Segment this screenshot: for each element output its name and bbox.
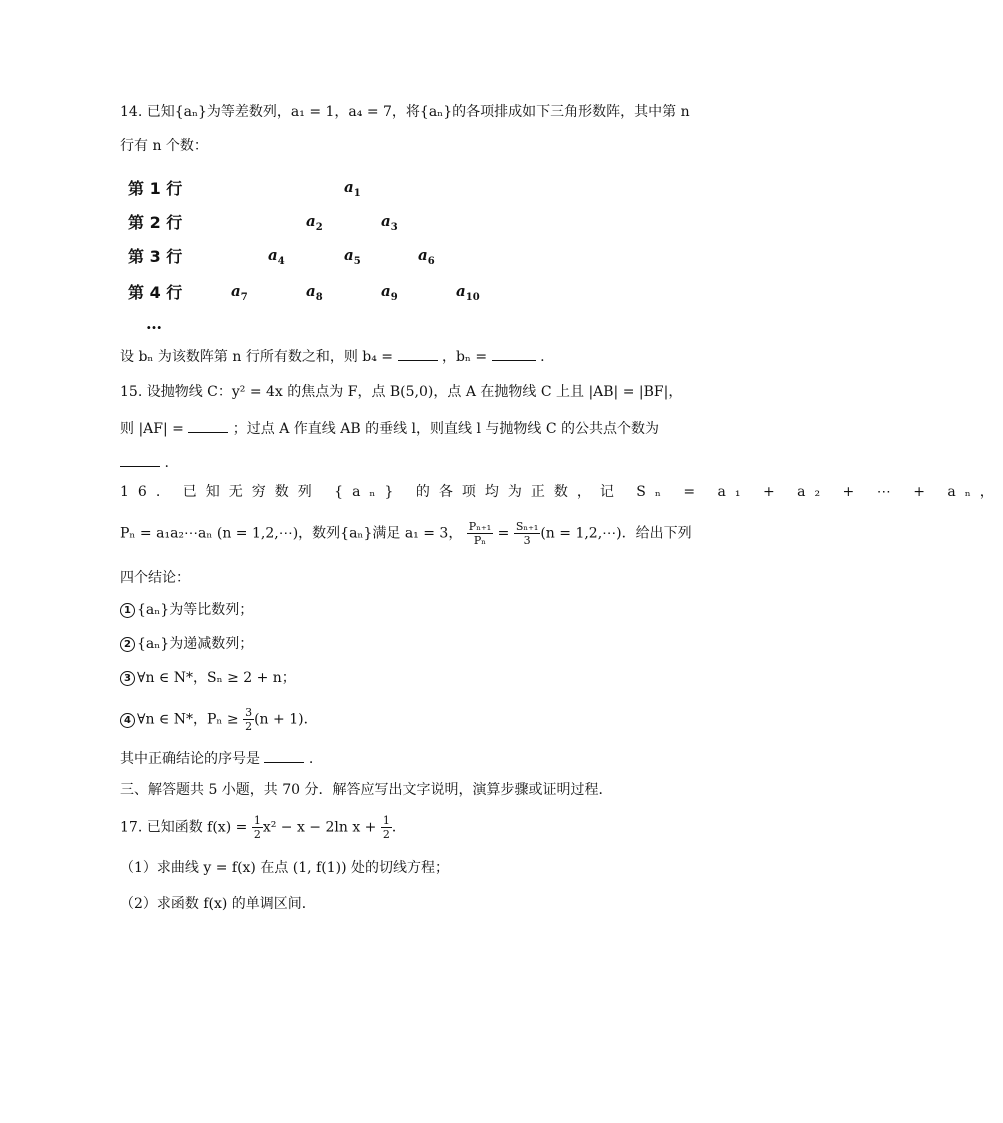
q15-line2: 则 |AF| = ；过点 A 作直线 AB 的垂线 l，则直线 l 与抛物线 C 的公共点个数为	[120, 418, 659, 439]
term-a3: $a_3$	[381, 212, 398, 233]
q16-item-1: 1 {aₙ}为等比数列；	[120, 600, 253, 620]
row-label: 第 3 行	[128, 247, 183, 266]
fraction-p: $\frac{\text{Pₙ₊₁}}{\text{Pₙ}}$	[468, 520, 492, 547]
term-a9: $a_9$	[381, 282, 398, 303]
term-a2: $a_2$	[306, 212, 323, 233]
fraction-half: $\frac{1}{2}$	[253, 814, 261, 841]
q14-line2: 行有 n 个数：	[120, 138, 208, 154]
answer-blank-q16[interactable]	[264, 748, 304, 763]
fraction-half-2: $\frac{1}{2}$	[382, 814, 390, 841]
q17-part-1: （1）求曲线 y = f(x) 在点 (1, f(1)) 处的切线方程；	[120, 860, 449, 876]
q16-line2: Pₙ = a₁a₂⋯aₙ (n = 1,2,⋯)，数列{aₙ}满足 a₁ = 3， $\frac{\text{Pₙ₊₁}}{\text{Pₙ}}$ = $\frac{\text{Sₙ₊₁}}{3}$ (n = 1,2,⋯)．给出下列	[120, 520, 692, 547]
q16-item-4: 4 ∀n ∈ N*，Pₙ ≥ $\frac{3}{2}$ (n + 1)．	[120, 706, 318, 733]
q16-item-2: 2 {aₙ}为递减数列；	[120, 634, 253, 654]
q16-line1: 16. 已知无穷数列 {aₙ} 的各项均为正数，记 Sₙ = a₁ + a₂ + ⋯ + aₙ，	[120, 484, 1003, 500]
q16-answer: 其中正确结论的序号是 .	[120, 748, 313, 769]
section-3-heading: 三、解答题共 5 小题，共 70 分．解答应写出文字说明，演算步骤或证明过程．	[120, 782, 613, 798]
row-label: 第 2 行	[128, 213, 183, 232]
answer-blank-bn[interactable]	[492, 346, 536, 361]
row-label: 第 1 行	[128, 179, 183, 198]
q16-line3: 四个结论：	[120, 570, 190, 586]
circled-number: 3	[120, 671, 135, 686]
circled-number: 4	[120, 713, 135, 728]
term-a7: $a_7$	[231, 282, 248, 303]
term-a1: $a_1$	[344, 178, 361, 199]
ellipsis: …	[146, 314, 162, 333]
fraction-3-2: $\frac{3}{2}$	[245, 706, 253, 733]
circled-number: 2	[120, 637, 135, 652]
q17-part-2: （2）求函数 f(x) 的单调区间．	[120, 896, 316, 912]
q14-question: 设 bₙ 为该数阵第 n 行所有数之和，则 b₄ = ，bₙ = .	[120, 346, 545, 367]
term-a4: $a_4$	[268, 246, 285, 267]
term-a6: $a_6$	[418, 246, 435, 267]
row-label: 第 4 行	[128, 283, 183, 302]
q16-item-3: 3 ∀n ∈ N*，Sₙ ≥ 2 + n；	[120, 668, 296, 688]
term-a10: $a_{10}$	[456, 282, 480, 303]
answer-blank-count[interactable]	[120, 452, 160, 467]
q15-line1: 15. 设抛物线 C：y² = 4x 的焦点为 F，点 B(5,0)，点 A 在抛物线 C 上且 |AB| = |BF|，	[120, 384, 683, 400]
q14-line1: 14. 已知{aₙ}为等差数列，a₁ = 1，a₄ = 7，将{aₙ}的各项排成如下三角形数阵，其中第 n	[120, 104, 690, 120]
term-a5: $a_5$	[344, 246, 361, 267]
q15-line3: .	[120, 452, 169, 473]
term-a8: $a_8$	[306, 282, 323, 303]
q17-stem: 17. 已知函数 f(x) = $\frac{1}{2}$ x² − x − 2ln x + $\frac{1}{2}$ ．	[120, 814, 406, 841]
fraction-s: $\frac{\text{Sₙ₊₁}}{3}$	[515, 520, 539, 547]
answer-blank-b4[interactable]	[398, 346, 438, 361]
answer-blank-af[interactable]	[188, 418, 228, 433]
circled-number: 1	[120, 603, 135, 618]
